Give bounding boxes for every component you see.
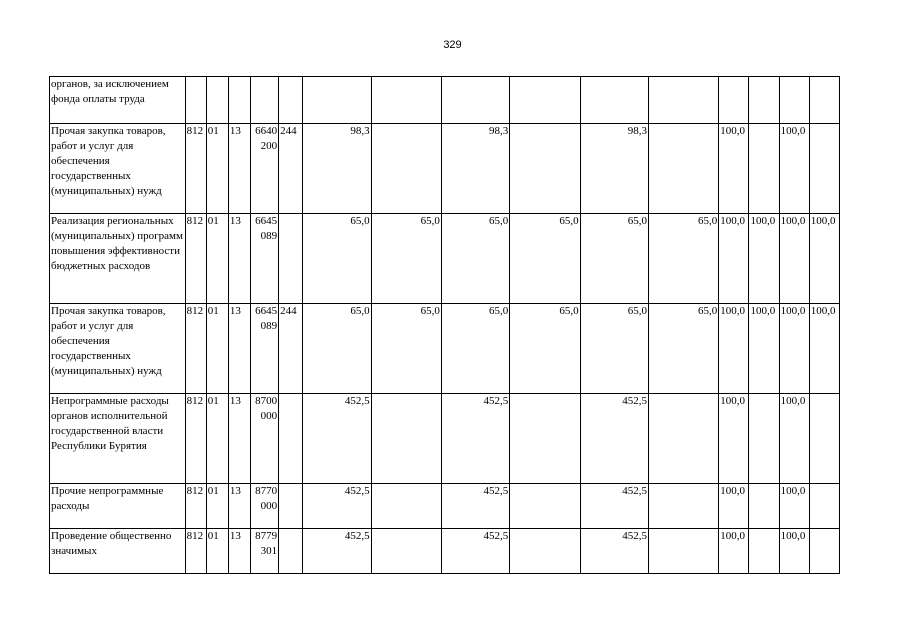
amount-cell — [510, 394, 580, 484]
amount-cell — [510, 484, 580, 529]
amount-cell — [510, 124, 580, 214]
section-code: 01 — [206, 214, 228, 304]
percent-cell: 100,0 — [719, 214, 749, 304]
target-code: 8779 301 — [250, 529, 278, 574]
section-code: 01 — [206, 484, 228, 529]
section-code: 01 — [206, 394, 228, 484]
amount-cell: 65,0 — [303, 214, 371, 304]
amount-cell: 98,3 — [303, 124, 371, 214]
gr-code: 812 — [185, 394, 206, 484]
table-row — [50, 484, 840, 529]
amount-cell: 65,0 — [580, 214, 648, 304]
percent-cell: 100,0 — [719, 529, 749, 574]
amount-cell: 65,0 — [510, 214, 580, 304]
amount-cell — [510, 529, 580, 574]
percent-cell — [809, 124, 839, 214]
percent-cell — [779, 77, 809, 124]
expense-type-code — [279, 394, 303, 484]
percent-cell: 100,0 — [779, 529, 809, 574]
row-name: Проведение общественно значимых — [50, 529, 186, 574]
expense-type-code — [279, 484, 303, 529]
gr-code: 812 — [185, 529, 206, 574]
row-name: органов, за исключением фонда оплаты труда — [50, 77, 186, 124]
amount-cell — [303, 77, 371, 124]
amount-cell: 452,5 — [580, 484, 648, 529]
section-code: 01 — [206, 124, 228, 214]
percent-cell — [809, 484, 839, 529]
amount-cell — [648, 394, 718, 484]
percent-cell: 100,0 — [779, 394, 809, 484]
gr-code: 812 — [185, 484, 206, 529]
row-name: Прочая закупка товаров, работ и услуг для обеспечения государственных (муниципальных) нужд — [50, 124, 186, 214]
amount-cell: 98,3 — [580, 124, 648, 214]
amount-cell: 65,0 — [510, 304, 580, 394]
amount-cell — [371, 529, 441, 574]
percent-cell: 100,0 — [719, 394, 749, 484]
percent-cell: 100,0 — [749, 304, 779, 394]
percent-cell — [749, 484, 779, 529]
target-code: 6640 200 — [250, 124, 278, 214]
amount-cell: 452,5 — [441, 529, 509, 574]
subsection-code — [228, 77, 250, 124]
amount-cell — [371, 124, 441, 214]
percent-cell — [749, 77, 779, 124]
percent-cell: 100,0 — [779, 124, 809, 214]
table-row — [50, 124, 840, 214]
amount-cell — [371, 394, 441, 484]
section-code — [206, 77, 228, 124]
gr-code: 812 — [185, 304, 206, 394]
percent-cell: 100,0 — [809, 304, 839, 394]
percent-cell: 100,0 — [719, 124, 749, 214]
expense-type-code: 244 — [279, 124, 303, 214]
percent-cell: 100,0 — [719, 304, 749, 394]
table-row — [50, 529, 840, 574]
row-name: Прочие непрограммные расходы — [50, 484, 186, 529]
table-row — [50, 77, 840, 124]
target-code: 6645 089 — [250, 304, 278, 394]
row-name: Прочая закупка товаров, работ и услуг для обеспечения государственных (муниципальных) нужд — [50, 304, 186, 394]
amount-cell: 452,5 — [580, 394, 648, 484]
amount-cell: 65,0 — [303, 304, 371, 394]
expense-type-code — [279, 77, 303, 124]
amount-cell — [648, 124, 718, 214]
subsection-code: 13 — [228, 304, 250, 394]
amount-cell: 65,0 — [441, 214, 509, 304]
amount-cell — [648, 484, 718, 529]
subsection-code: 13 — [228, 484, 250, 529]
amount-cell: 452,5 — [303, 394, 371, 484]
percent-cell — [809, 77, 839, 124]
expense-type-code: 244 — [279, 304, 303, 394]
amount-cell: 452,5 — [441, 394, 509, 484]
percent-cell: 100,0 — [719, 484, 749, 529]
percent-cell — [749, 529, 779, 574]
gr-code: 812 — [185, 124, 206, 214]
row-name: Непрограммные расходы органов исполнительной государственной власти Республики Бурятия — [50, 394, 186, 484]
amount-cell: 452,5 — [580, 529, 648, 574]
amount-cell — [371, 77, 441, 124]
expense-type-code — [279, 529, 303, 574]
subsection-code: 13 — [228, 214, 250, 304]
percent-cell: 100,0 — [779, 484, 809, 529]
target-code: 6645 089 — [250, 214, 278, 304]
amount-cell: 452,5 — [303, 484, 371, 529]
amount-cell: 452,5 — [303, 529, 371, 574]
expense-type-code — [279, 214, 303, 304]
table-row — [50, 304, 840, 394]
percent-cell — [749, 124, 779, 214]
amount-cell: 452,5 — [441, 484, 509, 529]
table-row — [50, 214, 840, 304]
amount-cell: 65,0 — [648, 214, 718, 304]
page-number: 329 — [443, 39, 462, 51]
amount-cell: 65,0 — [441, 304, 509, 394]
percent-cell: 100,0 — [809, 214, 839, 304]
percent-cell — [749, 394, 779, 484]
amount-cell: 65,0 — [371, 304, 441, 394]
percent-cell: 100,0 — [749, 214, 779, 304]
percent-cell — [809, 529, 839, 574]
amount-cell — [580, 77, 648, 124]
target-code: 8700 000 — [250, 394, 278, 484]
percent-cell: 100,0 — [779, 304, 809, 394]
amount-cell: 65,0 — [371, 214, 441, 304]
amount-cell: 98,3 — [441, 124, 509, 214]
percent-cell: 100,0 — [779, 214, 809, 304]
amount-cell — [371, 484, 441, 529]
section-code: 01 — [206, 529, 228, 574]
target-code: 8770 000 — [250, 484, 278, 529]
row-name: Реализация региональных (муниципальных) программ повышения эффективности бюджетных расходов — [50, 214, 186, 304]
budget-table — [49, 76, 840, 574]
target-code — [250, 77, 278, 124]
percent-cell — [809, 394, 839, 484]
subsection-code: 13 — [228, 124, 250, 214]
percent-cell — [719, 77, 749, 124]
table-row — [50, 394, 840, 484]
amount-cell — [441, 77, 509, 124]
gr-code — [185, 77, 206, 124]
amount-cell: 65,0 — [580, 304, 648, 394]
amount-cell — [648, 77, 718, 124]
amount-cell — [648, 529, 718, 574]
section-code: 01 — [206, 304, 228, 394]
amount-cell — [510, 77, 580, 124]
subsection-code: 13 — [228, 394, 250, 484]
amount-cell: 65,0 — [648, 304, 718, 394]
gr-code: 812 — [185, 214, 206, 304]
subsection-code: 13 — [228, 529, 250, 574]
